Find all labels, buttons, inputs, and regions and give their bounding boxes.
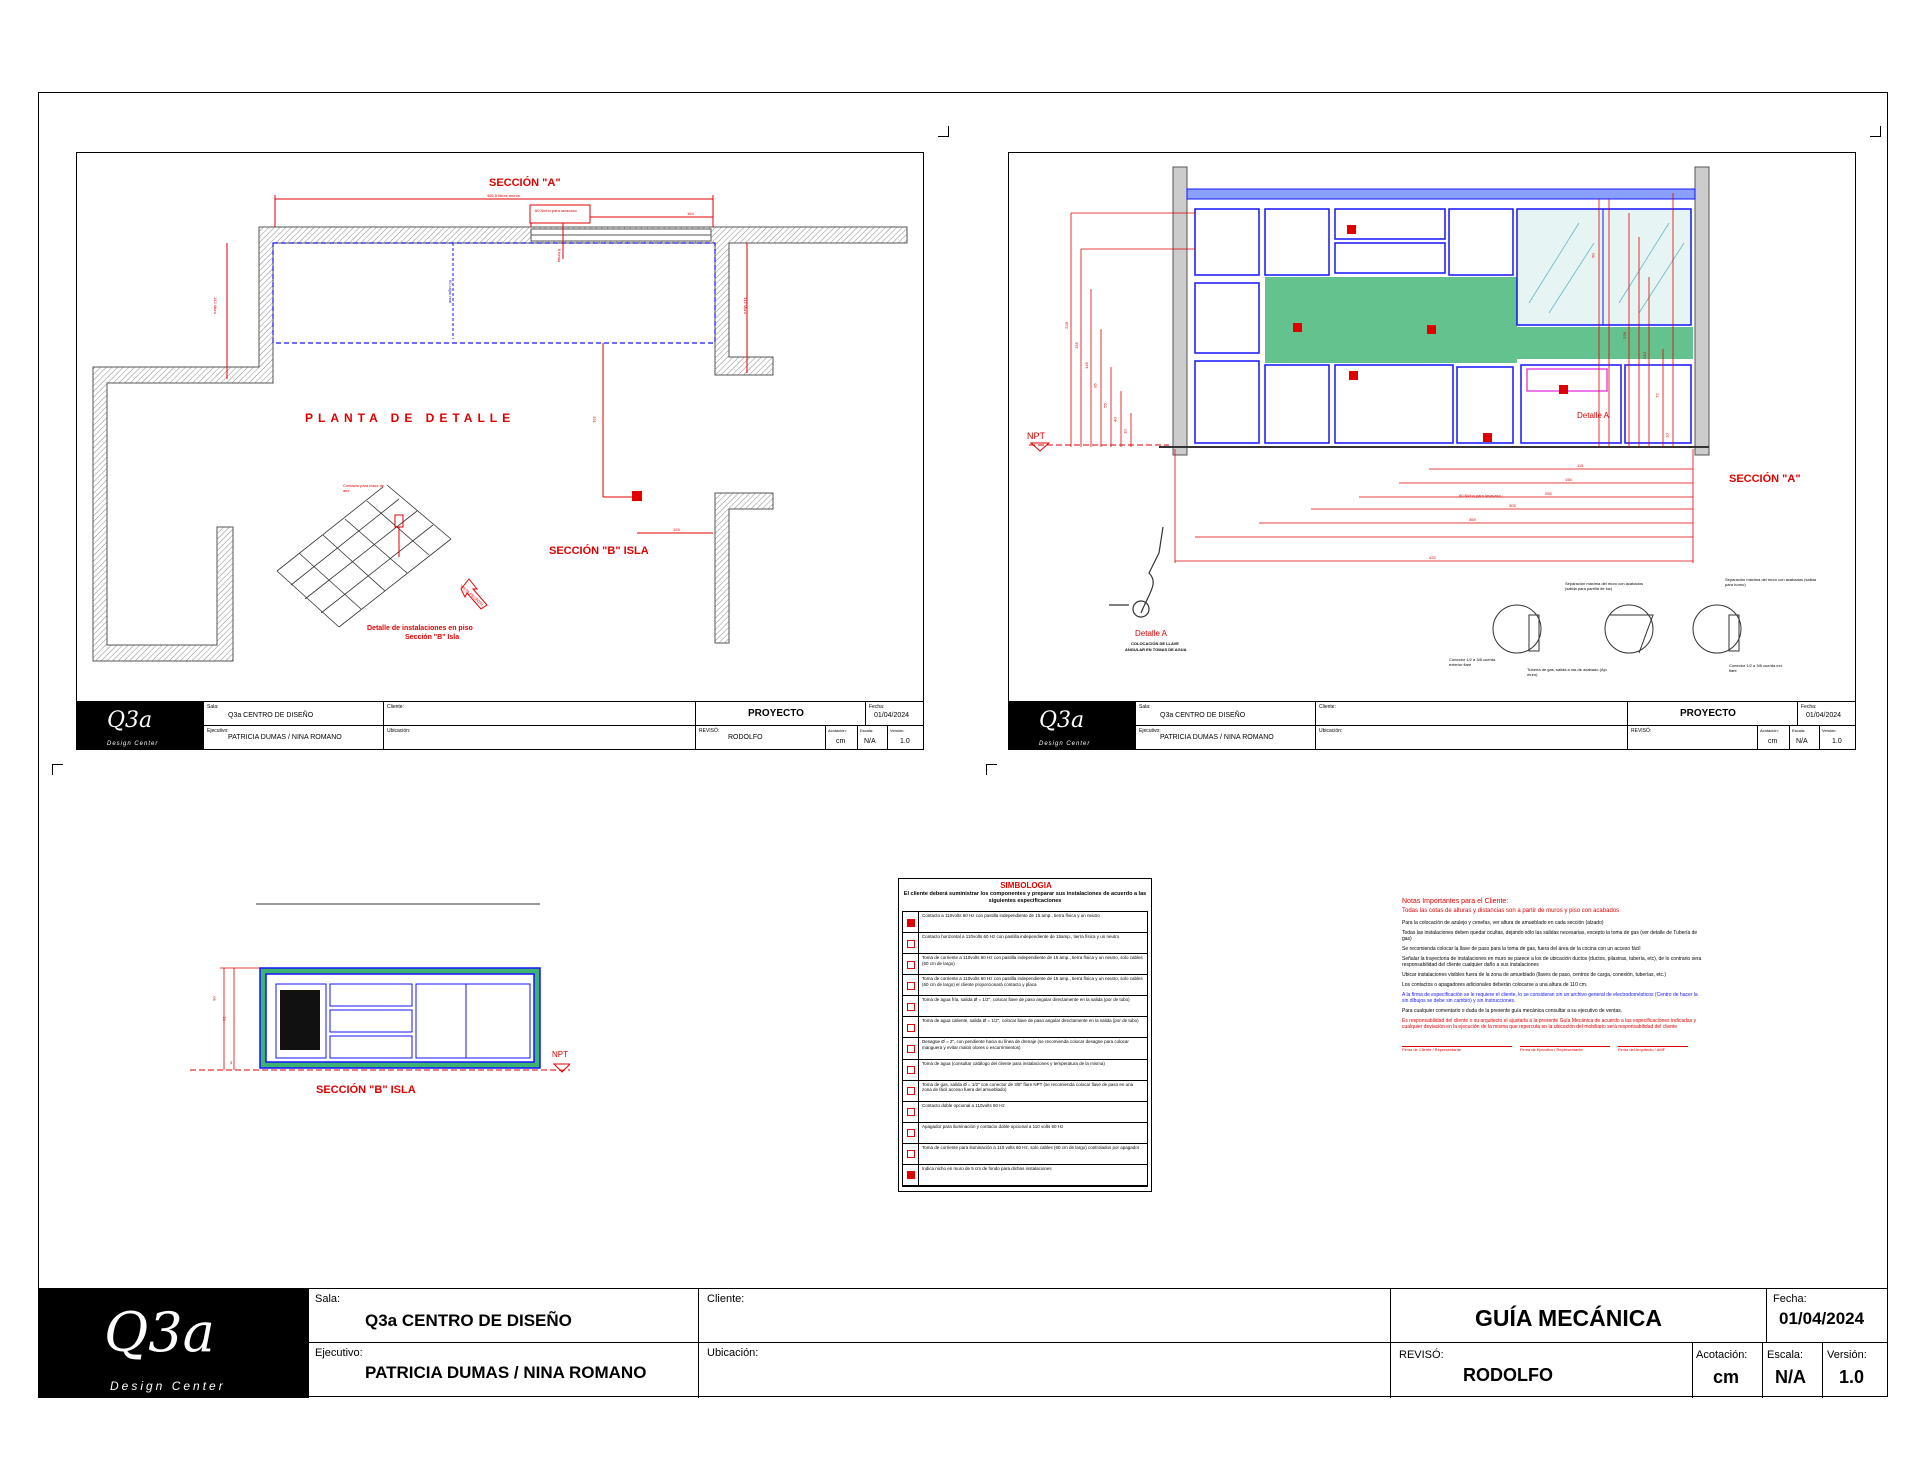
acotacion-value: cm	[836, 738, 846, 745]
notes-item: Todas las instalaciones deben quedar ocultas, dejando sólo las salidas necesarias, excepto la toma de gas (ver detalle de Tubería de gas)	[1402, 930, 1698, 942]
elev-dim-r0: 60	[1590, 253, 1596, 258]
elev-dim-b1: 156	[1565, 477, 1572, 482]
conn-note-1: Conector 1/2 a 3/8 cuerda exterior flare	[1449, 657, 1496, 667]
floor-detail-caption-2: Sección "B" Isla	[405, 634, 460, 641]
logo-mark: Q3a	[107, 708, 153, 733]
main-reviso-label: REVISÓ:	[1399, 1349, 1444, 1361]
elev-dim-l4: 55	[1102, 403, 1108, 408]
logo-subtitle: Design Center	[1039, 741, 1091, 747]
elev-dim-l0: 228	[1063, 322, 1069, 329]
acotacion-value: cm	[1768, 738, 1778, 745]
simbologia-row	[903, 933, 1147, 954]
ubicacion-label: Ubicación:	[1319, 728, 1343, 734]
simbologia-row-text: Toma de corriente a 110volts 60 Hz con pastilla independiente de 15 amp., tierra física y un neutro, solo cables (60 cm de largo) el cliente proporcionará contacto y placa	[922, 976, 1143, 987]
plan-dim-right: 142 Muro	[742, 297, 748, 314]
detail-a-caption-2: ANGULAR EN TOMAS DE AGUA	[1125, 647, 1187, 652]
plan-section-b-label: SECCIÓN "B" ISLA	[549, 545, 649, 557]
plan-viewport	[76, 152, 924, 750]
version-label: Versión:	[890, 728, 905, 733]
main-logo-subtitle: Design Center	[110, 1379, 226, 1393]
simbologia-row-text: Toma de corriente a 110volts 60 Hz con pastilla independiente de 15 amp., tierra física y un neutro, solo cables (60 cm de largo)	[922, 955, 1143, 966]
main-logo	[38, 1289, 308, 1398]
sala-label: Sala:	[1139, 704, 1151, 710]
simbologia-title: SIMBOLOGIA	[1000, 881, 1052, 890]
sep-note-2: Separación máxima del muro con acabados (salida para horno)	[1725, 577, 1816, 587]
simbologia-row-text: Toma de agua (consultar catálogo del cliente para instalaciones y temperatura de la misma)	[922, 1060, 1105, 1066]
simbologia-row-text: Contacto horizontal a 110volts 60 Hz con pastilla independiente de 15amp., tierra física y un neutro	[922, 934, 1120, 940]
plan-drawing	[77, 153, 924, 750]
symbol-icon	[903, 1165, 919, 1185]
elevation-viewport	[1008, 152, 1856, 750]
main-logo-mark: Q3a	[104, 1301, 215, 1364]
simbologia-row	[903, 996, 1147, 1017]
reviso-value: RODOLFO	[728, 734, 763, 741]
main-version-value: 1.0	[1839, 1367, 1865, 1387]
elev-dim-l6: 10	[1122, 429, 1128, 434]
fecha-value: 01/04/2024	[1806, 712, 1842, 719]
simbologia-row	[903, 975, 1147, 996]
elev-npt: NPT	[1027, 431, 1045, 441]
elev-dim-b5: 422	[1429, 555, 1436, 560]
island-section	[190, 900, 570, 1100]
escala-label: Escala:	[860, 728, 874, 733]
titleblock-small-2	[1009, 701, 1856, 750]
plan-dim-inner: 60 cajón real	[447, 280, 453, 303]
main-sala-label: Sala:	[315, 1293, 341, 1305]
ejecutivo-label: Ejecutivo:	[207, 728, 229, 734]
simbologia-row-text: Indica nicho en muro de 5 cm de fondo para dichas instalaciones	[922, 1165, 1052, 1171]
notes-panel	[1402, 898, 1702, 1128]
plan-dim-left: 142 Muro	[212, 297, 218, 314]
main-version-label: Versión:	[1827, 1349, 1867, 1361]
simbologia-row-text: Contacto a 110volts 60 Hz con pastilla independiente de 15 amp., tierra física y un neutro	[922, 913, 1100, 918]
view-label: VISTA FRONTAL	[459, 583, 486, 608]
simbologia-row	[903, 954, 1147, 975]
logo	[77, 702, 203, 750]
titleblock-small-1	[77, 701, 924, 750]
plan-dim-top: 466.5 libres muros	[487, 193, 520, 198]
plan-section-a-label: SECCIÓN "A"	[489, 177, 561, 189]
simbologia-row-text: Toma de gas, salida Ø = 1/2" con conector de 3/8" flare NPT (se recomienda colocar llave de paso en una zona de fácil acceso fuera del amueblado)	[922, 1081, 1134, 1093]
detail-a-inline: Detalle A	[1577, 411, 1610, 420]
notes-2: Para cualquier comentario o duda de la presente guía mecánica consultar a su ejecutivo de ventas.	[1402, 1008, 1623, 1014]
symbol-icon	[903, 954, 919, 974]
plan-dim-bottom: 126	[673, 527, 680, 532]
symbol-icon	[903, 1060, 919, 1080]
simbologia-row	[903, 1060, 1147, 1081]
version-value: 1.0	[900, 738, 910, 745]
sign-2: Firma de Ejecutivo / Representante	[1520, 1046, 1610, 1052]
notes-red: Es responsabilidad del cliente o su arquitecto el ajustarla a la presente Guía Mecánica de acuerdo a las especificaciones indicadas y cualquier deviación en la ejecución de la misma que repercuta en la ubicación del mobiliario será responsabilidad del cliente	[1402, 1018, 1697, 1030]
plan-title: PLANTA DE DETALLE	[305, 411, 516, 425]
main-fecha-label: Fecha:	[1773, 1293, 1807, 1305]
island-dim-2: 5	[230, 1060, 233, 1065]
simbologia-row-text: Desagüe Ø = 2", con pendiente hacia su línea de drenaje (se recomienda colocar desagüe para colocar manguera y evitar malos olores o escurrimientos)	[922, 1039, 1129, 1050]
acotacion-label: Acotación:	[828, 728, 847, 733]
simbologia-row	[903, 1102, 1147, 1123]
symbol-icon	[903, 996, 919, 1016]
main-reviso-value: RODOLFO	[1463, 1365, 1553, 1385]
sala-value: Q3a CENTRO DE DISEÑO	[228, 712, 314, 719]
notes-item: Ubicar instalaciones visibles fuera de la zona de amueblado (llaves de paso, centros de carga, conexión, tuberías, etc.)	[1402, 972, 1667, 978]
symbol-icon	[903, 1102, 919, 1122]
main-acotacion-value: cm	[1713, 1367, 1740, 1387]
simbologia-panel	[898, 878, 1152, 1192]
simbologia-row	[903, 1165, 1147, 1186]
cliente-label: Cliente:	[387, 704, 404, 710]
symbol-icon	[903, 975, 919, 995]
floor-detail-caption-1: Detalle de instalaciones en piso	[367, 625, 473, 632]
escala-label: Escala:	[1792, 728, 1806, 733]
simbologia-row	[903, 912, 1147, 933]
main-titleblock	[38, 1288, 1888, 1398]
main-sala-value: Q3a CENTRO DE DISEÑO	[365, 1311, 572, 1330]
elev-dim-l2: 146	[1083, 362, 1089, 369]
symbol-icon	[903, 1144, 919, 1164]
simbologia-table	[902, 911, 1148, 1187]
corner-mark	[938, 126, 949, 137]
ubicacion-label: Ubicación:	[387, 728, 411, 734]
elev-dim-r2: 210	[1641, 352, 1647, 359]
main-acotacion-label: Acotación:	[1696, 1349, 1748, 1361]
cliente-label: Cliente:	[1319, 704, 1336, 710]
conn-note-3: Conector 1/2 a 3/8 cuerda ext. flare	[1729, 663, 1783, 673]
elev-dim-b3: 305	[1509, 503, 1516, 508]
elev-dim-b2: 255	[1545, 491, 1552, 496]
contact-note: Contacto para clase de aire	[343, 483, 385, 493]
elev-section-a-label: SECCIÓN "A"	[1729, 473, 1801, 485]
elev-dim-b0: 115	[1577, 463, 1584, 468]
elev-dim-l3: 95	[1092, 383, 1098, 388]
symbol-icon	[903, 912, 919, 932]
main-ejecutivo-value: PATRICIA DUMAS / NINA ROMANO	[365, 1363, 647, 1382]
project-title: PROYECTO	[1680, 708, 1736, 719]
simbologia-row	[903, 1017, 1147, 1038]
project-title: PROYECTO	[748, 708, 804, 719]
elev-dim-l5: 40	[1112, 417, 1118, 422]
simbologia-row-text: Toma de agua caliente, salida Ø = 1/2", colocar llave de paso angular directamente en la salida (por de tubo)	[922, 1018, 1139, 1024]
fecha-label: Fecha:	[869, 704, 885, 710]
island-label: SECCIÓN "B" ISLA	[316, 1084, 416, 1096]
simbologia-row-text: Toma de corriente para iluminación a 110 volts 60 Hz, solo cables (60 cm de largo) controlados por apagador	[922, 1144, 1140, 1150]
symbol-icon	[903, 933, 919, 953]
main-ubicacion-label: Ubicación:	[707, 1347, 759, 1359]
sala-label: Sala:	[207, 704, 219, 710]
main-ejecutivo-label: Ejecutivo:	[315, 1347, 363, 1359]
plan-dim-right-seg: 164	[687, 211, 694, 216]
elevation-drawing	[1009, 153, 1856, 701]
simbologia-subtitle: El cliente deberá suministrar los componentes y preparar sus instalaciones de acuerdo a las siguientes especificaciones	[903, 891, 1147, 904]
ejecutivo-label: Ejecutivo:	[1139, 728, 1161, 734]
escala-value: N/A	[864, 738, 876, 745]
notes-item: Para la colocación de azulejo y cenefas, ver altura de amueblado en cada sección (alzado)	[1402, 920, 1604, 926]
notes-subtitle: Todas las cotas de alturas y distancias son a partir de muros y piso con acabados	[1402, 908, 1620, 914]
notes-blue: A la firma de especificación se le requiere el cliente, lo se consideran sin un archivo general de electrodomésticos (Centro de hacer la sin dibujos se debe sin cambio) y sin instrucciones.	[1402, 992, 1698, 1004]
sep-note-1: Separación máxima del muro con acabados (salida para parrilla de luz)	[1565, 581, 1644, 591]
main-title: GUÍA MECÁNICA	[1475, 1305, 1662, 1331]
reviso-label: REVISÓ:	[699, 728, 720, 734]
plan-dim-mid: 8 fondo	[557, 248, 563, 263]
logo-mark: Q3a	[1039, 708, 1085, 733]
logo-subtitle: Design Center	[107, 741, 159, 747]
symbol-icon	[903, 1123, 919, 1143]
corner-mark	[52, 764, 63, 775]
acotacion-label: Acotación:	[1760, 728, 1779, 733]
island-dim-0: 90	[211, 996, 217, 1001]
fecha-value: 01/04/2024	[874, 712, 910, 719]
symbol-icon	[903, 1017, 919, 1037]
simbologia-row-text: Toma de agua fría, salida Ø = 1/2", colocar llave de paso angular directamente en la salida (por de tubo)	[922, 997, 1130, 1003]
main-fecha-value: 01/04/2024	[1779, 1309, 1865, 1328]
main-cliente-label: Cliente:	[707, 1293, 745, 1305]
ejecutivo-value: PATRICIA DUMAS / NINA ROMANO	[228, 734, 342, 741]
symbol-icon	[903, 1038, 919, 1058]
elev-dim-b4: 369	[1469, 517, 1476, 522]
island-npt: NPT	[552, 1050, 568, 1059]
elev-dim-r1: 228	[1621, 332, 1627, 339]
main-escala-label: Escala:	[1767, 1349, 1804, 1361]
detail-a-caption-1: COLOCACIÓN DE LLAVE	[1131, 641, 1179, 646]
elev-dim-l1: 155	[1073, 342, 1079, 349]
plan-dim-niche: 60 Nicho para lavavaso	[535, 208, 577, 213]
elev-dim-r4: 10	[1664, 433, 1670, 438]
version-label: Versión:	[1822, 728, 1837, 733]
simbologia-row	[903, 1144, 1147, 1165]
notes-item: Los contactos o apagadores adicionales deberán colocarse a una altura de 110 cm.	[1402, 982, 1588, 988]
escala-value: N/A	[1796, 738, 1808, 745]
simbologia-row	[903, 1081, 1147, 1102]
detail-a-label: Detalle A	[1135, 629, 1168, 638]
version-value: 1.0	[1832, 738, 1842, 745]
notes-item: Se recomienda colocar la llave de paso para la toma de gas, fuera del área de la cocina con un acceso fácil	[1402, 946, 1641, 952]
simbologia-row	[903, 1123, 1147, 1144]
island-dim-1: 91	[221, 1016, 227, 1021]
plan-dim-vert: 291	[591, 416, 597, 423]
simbologia-row-text: Apagador para iluminación y contacto doble opcional a 110 volts 60 Hz	[922, 1123, 1064, 1129]
sign-1: Firma de Cliente / Representante	[1402, 1046, 1512, 1052]
conn-note-2: Tubería de gas, salida a ras de acabado (Ajo muro)	[1527, 667, 1607, 677]
corner-mark	[1870, 126, 1881, 137]
simbologia-row-text: Contacto doble opcional a 110volts 60 Hz	[922, 1102, 1005, 1108]
main-escala-value: N/A	[1775, 1367, 1806, 1387]
corner-mark	[986, 764, 997, 775]
sign-3: Firma del Arquitecto / AMF	[1618, 1046, 1688, 1052]
simbologia-row	[903, 1038, 1147, 1059]
sala-value: Q3a CENTRO DE DISEÑO	[1160, 712, 1246, 719]
ejecutivo-value: PATRICIA DUMAS / NINA ROMANO	[1160, 734, 1274, 741]
island-drawing	[190, 900, 570, 1100]
notes-item: Señalar la trayectoria de instalaciones en muro se parece a los de ubicación ductos (ductos, pilastras, tubería, etc), de lo contrario sera responsabilidad del cliente cualquier daño a sus instalaciones	[1402, 956, 1702, 968]
elev-dim-r3: 72	[1654, 393, 1660, 398]
fecha-label: Fecha:	[1801, 704, 1817, 710]
reviso-label: REVISÓ:	[1631, 728, 1652, 734]
notes-title: Notas Importantes para el Cliente:	[1402, 898, 1509, 905]
symbol-icon	[903, 1081, 919, 1101]
logo	[1009, 702, 1135, 750]
elev-niche: 60 Nicho para lavavaso	[1459, 493, 1501, 498]
